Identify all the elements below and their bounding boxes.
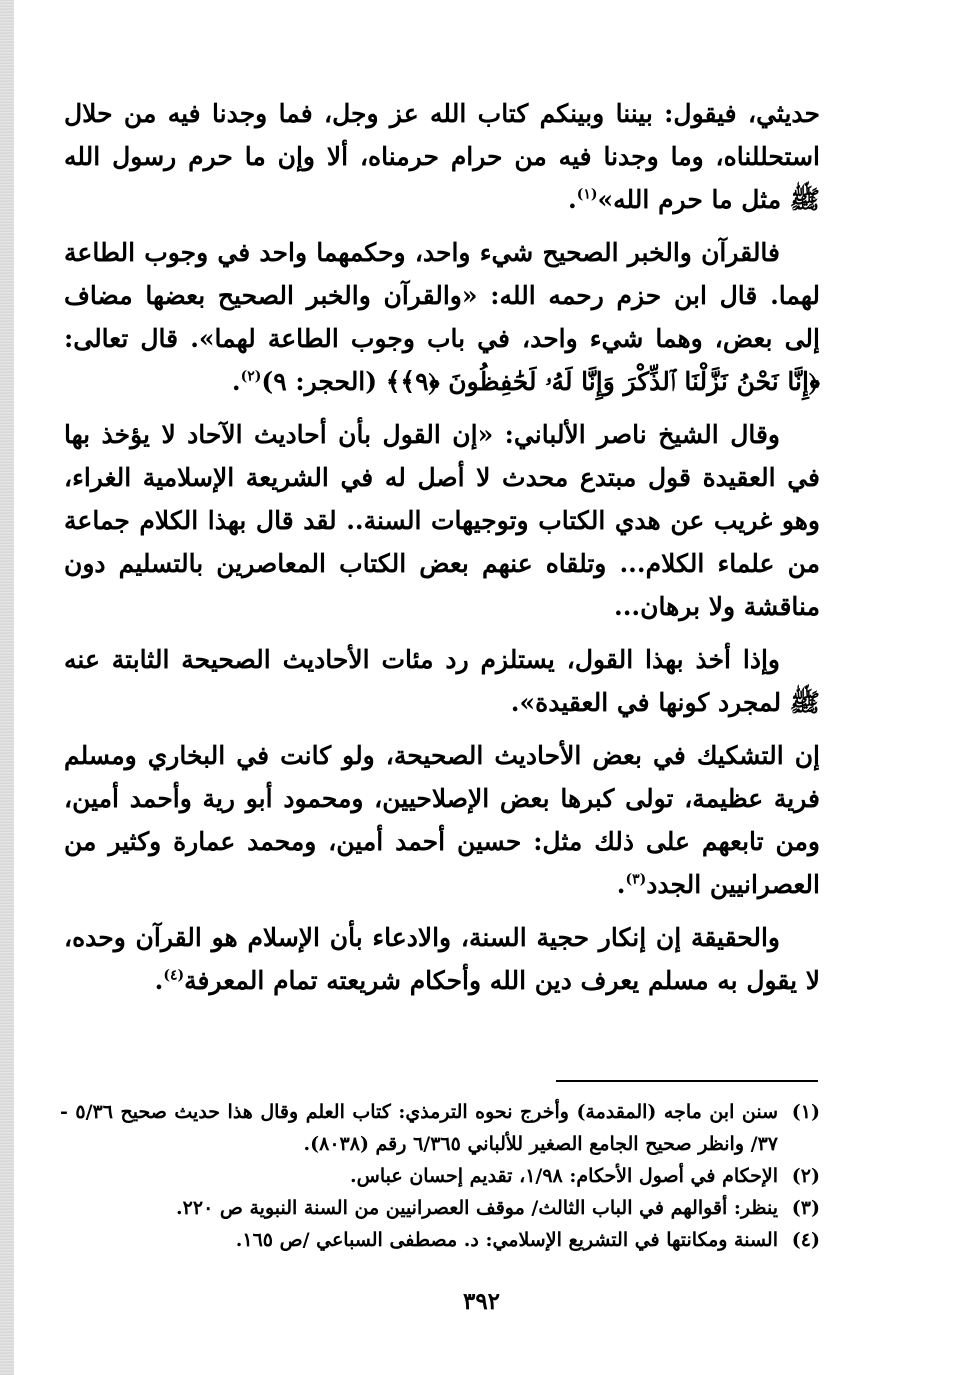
footnote bbox=[60, 1192, 820, 1224]
footnote-text: السنة ومكانتها في التشريع الإسلامي: د. مصطفى السباعي /ص ١٦٥. bbox=[235, 1229, 778, 1251]
footnote bbox=[60, 1096, 820, 1160]
footnote-text: ينظر: أقوالهم في الباب الثالث/ موقف العصرانيين من السنة النبوية ص ٢٢٠. bbox=[176, 1197, 778, 1219]
paragraph-text: والحقيقة إن إنكار حجية السنة، والادعاء بأن الإسلام هو القرآن وحده، لا يقول به مسلم يعرف دين الله وأحكام شريعته تمام المعرفة bbox=[64, 923, 820, 995]
paragraph: حديثي، فيقول: بيننا وبينكم كتاب الله عز وجل، فما وجدنا فيه من حلال استحللناه، وما وجدنا فيه من حرام حرمناه، ألا وإن ما حرم رسول الله ﷺ مثل ما حرم الله»$^{(١)}$. bbox=[64, 99, 820, 214]
paragraph: فالقرآن والخبر الصحيح شيء واحد، وحكمهما واحد في وجوب الطاعة لهما. قال ابن حزم رحمه الله: «والقرآن والخبر الصحيح بعضها مضاف إلى بعض، وهما شيء واحد، في باب وجوب الطاعة لهما». قال تعالى: ﴿إِنَّا نَحْنُ نَزَّلْنَا ٱلذِّكْرَ وَإِنَّا لَهُۥ لَحَٰفِظُونَ ﴿٩﴾﴾ (الحجر: ٩)$^{(٢)}$. bbox=[64, 238, 820, 396]
paragraph-text: إن التشكيك في بعض الأحاديث الصحيحة، ولو كانت في البخاري ومسلم فرية عظيمة، تولى كبرها بعض الإصلاحيين، ومحمود أبو رية وأحمد أمين، ومن تابعهم على ذلك مثل: حسين أحمد أمين، ومحمد عمارة وكثير من العصرانيين الجدد bbox=[64, 741, 820, 899]
footnote-number: (٢) bbox=[791, 1165, 820, 1187]
footnote-reference: (٢) bbox=[240, 368, 262, 385]
footnotes bbox=[60, 1096, 820, 1256]
footnote-reference: (١) bbox=[576, 186, 598, 203]
paragraph-text: فالقرآن والخبر الصحيح شيء واحد، وحكمهما واحد في وجوب الطاعة لهما. قال ابن حزم رحمه الله: «والقرآن والخبر الصحيح بعضها مضاف إلى بعض، وهما شيء واحد، في باب وجوب الطاعة لهما». قال تعالى: ﴿إِنَّا نَحْنُ نَزَّلْنَا ٱلذِّكْرَ وَإِنَّا لَهُۥ لَحَٰفِظُونَ ﴿٩﴾﴾ (الحجر: ٩) bbox=[64, 238, 820, 396]
binding-edge bbox=[0, 0, 14, 1375]
paragraph-text: حديثي، فيقول: بيننا وبينكم كتاب الله عز وجل، فما وجدنا فيه من حلال استحللناه، وما وجدنا فيه من حرام حرمناه، ألا وإن ما حرم رسول الله ﷺ مثل ما حرم الله» bbox=[64, 99, 820, 214]
footnote-text: سنن ابن ماجه (المقدمة) وأخرج نحوه الترمذي: كتاب العلم وقال هذا حديث صحيح ٥/٣٦ - ٣٧/ وانظر صحيح الجامع الصغير للألباني ٦/٣٦٥ رقم (٨٠٣٨). bbox=[60, 1101, 778, 1155]
paragraph: وإذا أخذ بهذا القول، يستلزم رد مئات الأحاديث الصحيحة الثابتة عنه ﷺ لمجرد كونها في العقيدة». bbox=[64, 645, 820, 717]
paragraph: والحقيقة إن إنكار حجية السنة، والادعاء بأن الإسلام هو القرآن وحده، لا يقول به مسلم يعرف دين الله وأحكام شريعته تمام المعرفة$^{(٤)}$. bbox=[64, 923, 820, 995]
footnote bbox=[60, 1224, 820, 1256]
footnote-text: الإحكام في أصول الأحكام: ١/٩٨، تقديم إحسان عباس. bbox=[350, 1165, 778, 1187]
paragraph-text: وإذا أخذ بهذا القول، يستلزم رد مئات الأحاديث الصحيحة الثابتة عنه ﷺ لمجرد كونها في العقيدة» bbox=[64, 645, 820, 717]
footnote-number: (٣) bbox=[791, 1197, 820, 1219]
main-text bbox=[64, 92, 820, 1012]
footnote-reference: (٤) bbox=[163, 967, 185, 984]
footnote-reference: (٣) bbox=[625, 871, 647, 888]
paragraph bbox=[64, 413, 820, 628]
footnote bbox=[60, 1160, 820, 1192]
footnote-number: (٤) bbox=[791, 1229, 820, 1251]
page-number: ٣٩٢ bbox=[462, 1288, 501, 1315]
paragraph-text: وقال الشيخ ناصر الألباني: «إن القول بأن أحاديث الآحاد لا يؤخذ بها في العقيدة قول مبتدع محدث لا أصل له في الشريعة الإسلامية الغراء، وهو غريب عن هدي الكتاب وتوجيهات السنة.. لقد قال بهذا الكلام جماعة من علماء الكلام... وتلقاه عنهم بعض الكتاب المعاصرين بالتسليم دون مناقشة ولا برهان... bbox=[64, 420, 820, 621]
footnote-number: (١) bbox=[791, 1101, 820, 1123]
footnote-divider bbox=[556, 1080, 818, 1082]
paragraph: إن التشكيك في بعض الأحاديث الصحيحة، ولو كانت في البخاري ومسلم فرية عظيمة، تولى كبرها بعض الإصلاحيين، ومحمود أبو رية وأحمد أمين، ومن تابعهم على ذلك مثل: حسين أحمد أمين، ومحمد عمارة وكثير من العصرانيين الجدد$^{(٣)}$. bbox=[64, 741, 820, 899]
